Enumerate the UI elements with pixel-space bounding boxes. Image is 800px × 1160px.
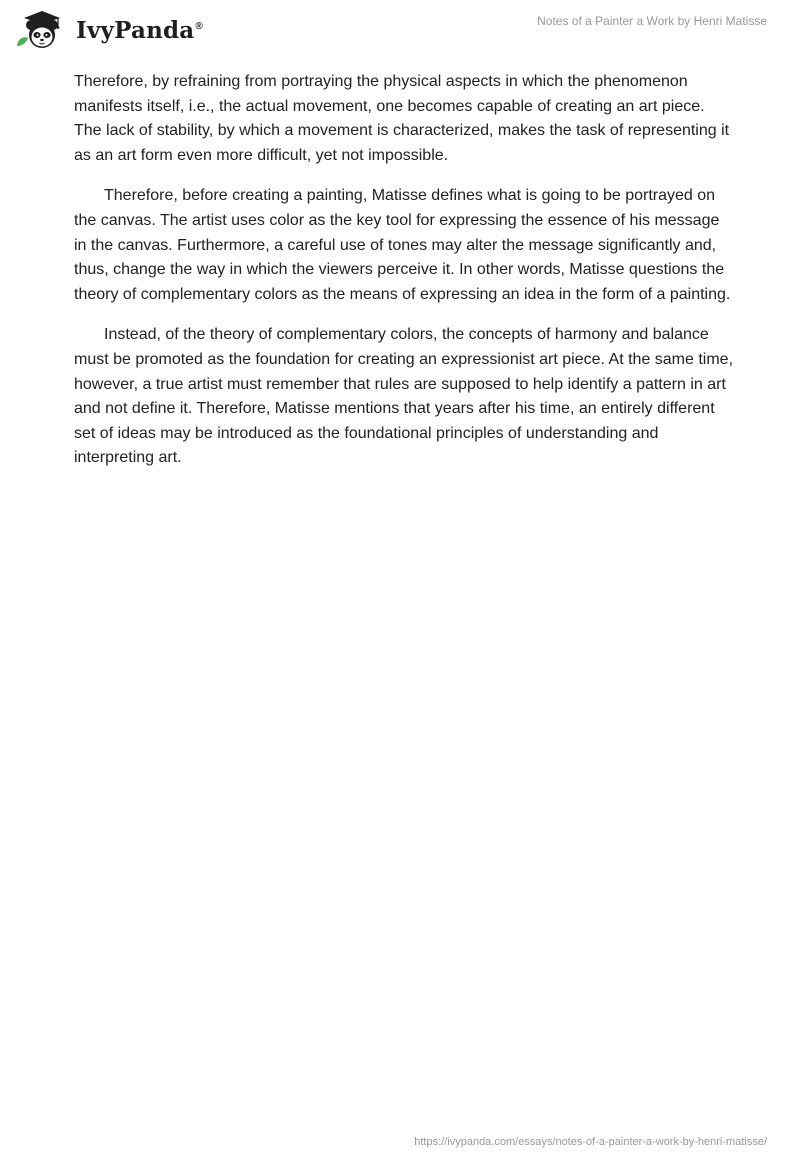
source-url[interactable]: https://ivypanda.com/essays/notes-of-a-painter-a-work-by-henri-matisse/	[414, 1136, 767, 1148]
paragraph-3: Instead, of the theory of complementary colors, the concepts of harmony and balance must be promoted as the foundation for creating an expressionist art piece. At the same time, however, a true artist must remember that rules are supposed to help identify a pattern in art and not define it. Therefore, Matisse mentions that years after his time, an entirely different set of ideas may be introduced as the foundational principles of understanding and interpreting art.	[74, 326, 734, 467]
brand-name-text: IvyPanda	[76, 16, 195, 44]
paragraph-2: Therefore, before creating a painting, Matisse defines what is going to be portrayed on the canvas. The artist uses color as the key tool for expressing the essence of his message in the canvas. Furthermore, a careful use of tones may alter the message significantly and, thus, change the way in which the viewers perceive it. In other words, Matisse questions the theory of complementary colors as the means of expressing an idea in the form of a painting.	[74, 187, 731, 303]
panda-graduation-cap-icon	[14, 8, 70, 52]
brand-name	[76, 17, 203, 44]
paragraph-1: Therefore, by refraining from portraying the physical aspects in which the phenomenon manifests itself, i.e., the actual movement, one becomes capable of creating an art piece. The lack of stability, by which a movement is characterized, makes the task of representing it as an art form even more difficult, yet not impossible.	[74, 73, 730, 164]
essay-body	[74, 70, 734, 487]
document-title: Notes of a Painter a Work by Henri Matisse	[537, 14, 767, 28]
page-header	[0, 0, 800, 60]
registered-mark: ®	[195, 20, 203, 32]
ivypanda-logo[interactable]	[14, 8, 203, 52]
